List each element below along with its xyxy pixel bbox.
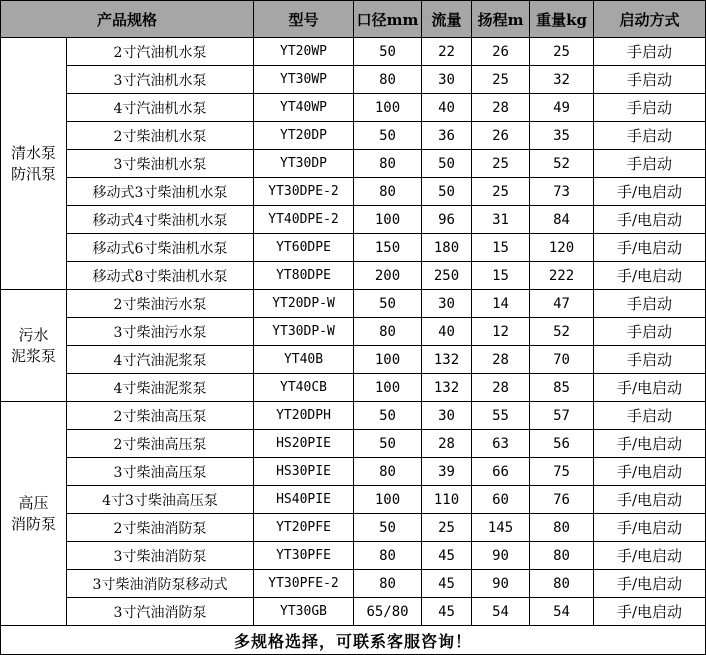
caliber-cell: 50	[354, 38, 422, 66]
header-weight: 重量kg	[530, 1, 594, 38]
product-name-cell: 移动式6寸柴油机水泵	[67, 234, 254, 262]
category-label-line: 泥浆泵	[10, 346, 56, 365]
start-method-cell: 手/电启动	[594, 374, 706, 402]
start-method-cell: 手启动	[594, 38, 706, 66]
product-name-cell: 4寸汽油机水泵	[67, 94, 254, 122]
caliber-cell: 50	[354, 430, 422, 458]
table-row	[1, 402, 706, 430]
head-cell: 26	[472, 38, 530, 66]
header-flow: 流量	[422, 1, 472, 38]
category-label-line: 污水	[18, 325, 49, 344]
flow-cell: 96	[422, 206, 472, 234]
table-row	[1, 290, 706, 318]
caliber-cell: 100	[354, 206, 422, 234]
caliber-cell: 80	[354, 318, 422, 346]
flow-cell: 132	[422, 346, 472, 374]
head-cell: 25	[472, 178, 530, 206]
model-cell: YT80DPE	[254, 262, 354, 290]
flow-cell: 132	[422, 374, 472, 402]
flow-cell: 40	[422, 94, 472, 122]
start-method-cell: 手/电启动	[594, 178, 706, 206]
product-name-cell: 移动式3寸柴油机水泵	[67, 178, 254, 206]
flow-cell: 50	[422, 150, 472, 178]
head-cell: 63	[472, 430, 530, 458]
table-row	[1, 318, 706, 346]
weight-cell: 222	[530, 262, 594, 290]
head-cell: 12	[472, 318, 530, 346]
product-name-cell: 3寸柴油消防泵移动式	[67, 570, 254, 598]
table-row	[1, 514, 706, 542]
caliber-cell: 80	[354, 178, 422, 206]
head-cell: 28	[472, 346, 530, 374]
footer-note: 多规格选择，可联系客服咨询！	[1, 626, 706, 655]
product-name-cell: 2寸柴油污水泵	[67, 290, 254, 318]
product-name-cell: 4寸汽油泥浆泵	[67, 346, 254, 374]
head-cell: 25	[472, 66, 530, 94]
model-cell: HS40PIE	[254, 486, 354, 514]
caliber-cell: 80	[354, 542, 422, 570]
product-name-cell: 4寸3寸柴油高压泵	[67, 486, 254, 514]
category-label-line: 消防泵	[10, 514, 56, 533]
table-row	[1, 122, 706, 150]
table-footer	[1, 626, 706, 655]
category-cell	[1, 290, 67, 402]
weight-cell: 52	[530, 150, 594, 178]
model-cell: YT20DPH	[254, 402, 354, 430]
model-cell: YT20DP-W	[254, 290, 354, 318]
caliber-cell: 50	[354, 122, 422, 150]
start-method-cell: 手/电启动	[594, 430, 706, 458]
weight-cell: 75	[530, 458, 594, 486]
head-cell: 28	[472, 374, 530, 402]
model-cell: YT40WP	[254, 94, 354, 122]
flow-cell: 110	[422, 486, 472, 514]
start-method-cell: 手/电启动	[594, 570, 706, 598]
caliber-cell: 150	[354, 234, 422, 262]
head-cell: 25	[472, 150, 530, 178]
caliber-cell: 80	[354, 458, 422, 486]
weight-cell: 80	[530, 514, 594, 542]
category-label-line: 高压	[18, 493, 49, 512]
head-cell: 14	[472, 290, 530, 318]
product-name-cell: 3寸汽油机水泵	[67, 66, 254, 94]
flow-cell: 36	[422, 122, 472, 150]
head-cell: 66	[472, 458, 530, 486]
table-row	[1, 570, 706, 598]
model-cell: YT20DP	[254, 122, 354, 150]
model-cell: YT30DP	[254, 150, 354, 178]
head-cell: 90	[472, 542, 530, 570]
model-cell: YT40DPE-2	[254, 206, 354, 234]
caliber-cell: 50	[354, 514, 422, 542]
category-label-line: 清水泵	[10, 143, 56, 162]
model-cell: YT30PFE-2	[254, 570, 354, 598]
start-method-cell: 手启动	[594, 318, 706, 346]
product-name-cell: 3寸柴油污水泵	[67, 318, 254, 346]
start-method-cell: 手/电启动	[594, 542, 706, 570]
caliber-cell: 80	[354, 66, 422, 94]
flow-cell: 30	[422, 290, 472, 318]
start-method-cell: 手启动	[594, 94, 706, 122]
start-method-cell: 手/电启动	[594, 262, 706, 290]
caliber-cell: 80	[354, 150, 422, 178]
product-name-cell: 2寸柴油机水泵	[67, 122, 254, 150]
table-row	[1, 486, 706, 514]
start-method-cell: 手/电启动	[594, 206, 706, 234]
flow-cell: 50	[422, 178, 472, 206]
flow-cell: 25	[422, 514, 472, 542]
footer-row	[1, 626, 706, 655]
flow-cell: 39	[422, 458, 472, 486]
model-cell: YT20PFE	[254, 514, 354, 542]
head-cell: 31	[472, 206, 530, 234]
model-cell: YT30DPE-2	[254, 178, 354, 206]
product-name-cell: 2寸汽油机水泵	[67, 38, 254, 66]
weight-cell: 85	[530, 374, 594, 402]
caliber-cell: 50	[354, 290, 422, 318]
flow-cell: 28	[422, 430, 472, 458]
product-name-cell: 3寸柴油机水泵	[67, 150, 254, 178]
table-row	[1, 94, 706, 122]
weight-cell: 56	[530, 430, 594, 458]
head-cell: 145	[472, 514, 530, 542]
caliber-cell: 100	[354, 346, 422, 374]
head-cell: 90	[472, 570, 530, 598]
table-row	[1, 234, 706, 262]
weight-cell: 80	[530, 570, 594, 598]
table-row	[1, 542, 706, 570]
head-cell: 15	[472, 234, 530, 262]
start-method-cell: 手/电启动	[594, 486, 706, 514]
table-header	[1, 1, 706, 38]
product-name-cell: 4寸柴油泥浆泵	[67, 374, 254, 402]
flow-cell: 22	[422, 38, 472, 66]
table-row	[1, 38, 706, 66]
model-cell: YT20WP	[254, 38, 354, 66]
category-cell	[1, 38, 67, 290]
start-method-cell: 手启动	[594, 150, 706, 178]
start-method-cell: 手/电启动	[594, 234, 706, 262]
weight-cell: 54	[530, 598, 594, 626]
flow-cell: 45	[422, 598, 472, 626]
flow-cell: 40	[422, 318, 472, 346]
weight-cell: 73	[530, 178, 594, 206]
model-cell: YT30GB	[254, 598, 354, 626]
start-method-cell: 手启动	[594, 290, 706, 318]
table-body	[1, 38, 706, 626]
model-cell: YT60DPE	[254, 234, 354, 262]
start-method-cell: 手/电启动	[594, 514, 706, 542]
weight-cell: 76	[530, 486, 594, 514]
weight-cell: 70	[530, 346, 594, 374]
start-method-cell: 手启动	[594, 122, 706, 150]
model-cell: YT40B	[254, 346, 354, 374]
header-model: 型号	[254, 1, 354, 38]
flow-cell: 45	[422, 570, 472, 598]
model-cell: YT30DP-W	[254, 318, 354, 346]
model-cell: YT40CB	[254, 374, 354, 402]
head-cell: 28	[472, 94, 530, 122]
head-cell: 15	[472, 262, 530, 290]
weight-cell: 49	[530, 94, 594, 122]
caliber-cell: 50	[354, 402, 422, 430]
product-name-cell: 3寸汽油消防泵	[67, 598, 254, 626]
weight-cell: 57	[530, 402, 594, 430]
table-row	[1, 178, 706, 206]
weight-cell: 84	[530, 206, 594, 234]
table-row	[1, 346, 706, 374]
product-name-cell: 移动式4寸柴油机水泵	[67, 206, 254, 234]
model-cell: HS20PIE	[254, 430, 354, 458]
model-cell: YT30WP	[254, 66, 354, 94]
product-name-cell: 2寸柴油消防泵	[67, 514, 254, 542]
head-cell: 26	[472, 122, 530, 150]
caliber-cell: 200	[354, 262, 422, 290]
start-method-cell: 手启动	[594, 66, 706, 94]
weight-cell: 120	[530, 234, 594, 262]
weight-cell: 25	[530, 38, 594, 66]
product-name-cell: 3寸柴油消防泵	[67, 542, 254, 570]
weight-cell: 52	[530, 318, 594, 346]
weight-cell: 80	[530, 542, 594, 570]
model-cell: YT30PFE	[254, 542, 354, 570]
product-name-cell: 2寸柴油高压泵	[67, 430, 254, 458]
header-row	[1, 1, 706, 38]
header-spec: 产品规格	[1, 1, 254, 38]
header-head: 扬程m	[472, 1, 530, 38]
product-name-cell: 3寸柴油高压泵	[67, 458, 254, 486]
product-name-cell: 2寸柴油高压泵	[67, 402, 254, 430]
start-method-cell: 手启动	[594, 346, 706, 374]
table-row	[1, 206, 706, 234]
table-row	[1, 458, 706, 486]
weight-cell: 47	[530, 290, 594, 318]
start-method-cell: 手启动	[594, 402, 706, 430]
table-row	[1, 150, 706, 178]
caliber-cell: 100	[354, 374, 422, 402]
flow-cell: 30	[422, 66, 472, 94]
model-cell: HS30PIE	[254, 458, 354, 486]
table-row	[1, 430, 706, 458]
table-row	[1, 66, 706, 94]
start-method-cell: 手/电启动	[594, 458, 706, 486]
head-cell: 55	[472, 402, 530, 430]
weight-cell: 32	[530, 66, 594, 94]
product-name-cell: 移动式8寸柴油机水泵	[67, 262, 254, 290]
caliber-cell: 100	[354, 486, 422, 514]
caliber-cell: 80	[354, 570, 422, 598]
head-cell: 54	[472, 598, 530, 626]
flow-cell: 180	[422, 234, 472, 262]
category-label-line: 防汛泵	[10, 164, 56, 183]
start-method-cell: 手/电启动	[594, 598, 706, 626]
category-cell	[1, 402, 67, 626]
head-cell: 60	[472, 486, 530, 514]
weight-cell: 35	[530, 122, 594, 150]
caliber-cell: 65/80	[354, 598, 422, 626]
flow-cell: 45	[422, 542, 472, 570]
table-row	[1, 374, 706, 402]
header-caliber: 口径mm	[354, 1, 422, 38]
table-row	[1, 598, 706, 626]
table-row	[1, 262, 706, 290]
header-start-method: 启动方式	[594, 1, 706, 38]
caliber-cell: 100	[354, 94, 422, 122]
flow-cell: 30	[422, 402, 472, 430]
flow-cell: 250	[422, 262, 472, 290]
